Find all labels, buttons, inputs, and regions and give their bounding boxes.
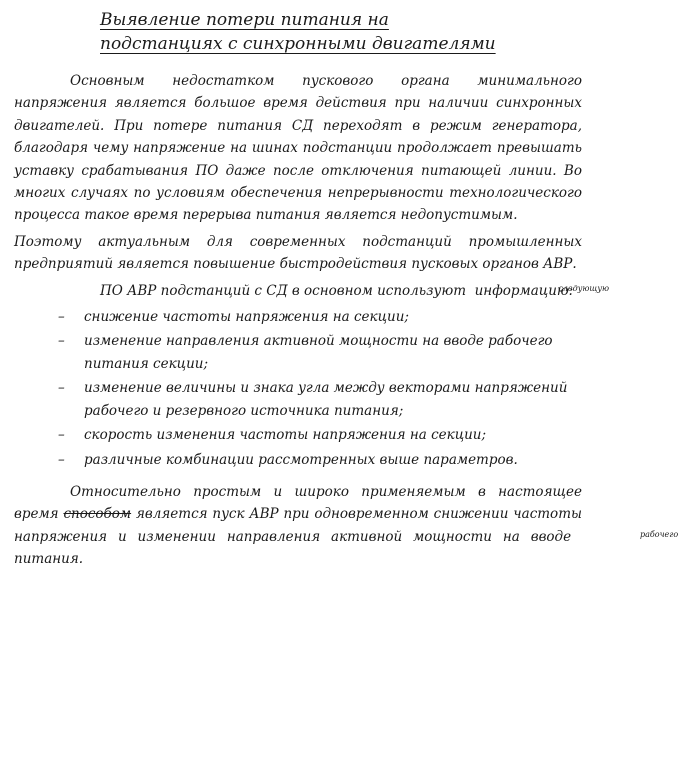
paragraph-4-text-end: питания. (14, 551, 84, 568)
title-line-2: подстанциях с синхронными двигателями (100, 34, 496, 54)
paragraph-3 (14, 280, 610, 302)
paragraph-2: Поэтому актуальным для современных подстанций промышленных предприятий является повышение быстродействия пусковых органов АВР. (14, 233, 582, 273)
list-item: – изменение направления активной мощности на вводе рабочего питания секции; (58, 330, 582, 375)
paragraph-4-text-middle: является пуск АВР при одновременном снижении частоты напряжения и изменении направления активной мощности на вводе (14, 506, 582, 545)
list-item: – снижение частоты напряжения на секции; (58, 306, 582, 328)
inserted-word-text: следующую (558, 283, 610, 293)
paragraph-3-text-end: информацию: (474, 282, 574, 299)
paragraph-4 (14, 481, 678, 571)
paragraph-4-text: Относительно простым и широко применяемым в настоящее время (14, 483, 582, 523)
info-list (14, 306, 582, 471)
list-item: – различные комбинации рассмотренных выше параметров. (58, 449, 582, 471)
struck-word: способом (63, 506, 132, 523)
page-title (100, 8, 570, 56)
paragraph-1: Основным недостатком пускового органа минимального напряжения является большое время действия при наличии синхронных двигателей. При потере питания СД переходят в режим генератора, благодаря чему напряжение на шинах подстанции продолжает превышать уставку срабатывания ПО даже после отключения питающей линии. Во многих случаях по условиям обеспечения непрерывности технологического процесса такое время перерыва питания является недопустимым. (14, 73, 582, 224)
document-body (14, 70, 678, 575)
paragraph-3-text: ПО АВР подстанций с СД в основном используют (100, 282, 467, 299)
inserted-word-text: рабочего (639, 529, 678, 539)
title-line-1: Выявление потери питания на (100, 10, 389, 30)
list-item: – изменение величины и знака угла между векторами напряжений рабочего и резервного источника питания; (58, 377, 582, 422)
list-item: – скорость изменения частоты напряжения на секции; (58, 424, 582, 446)
